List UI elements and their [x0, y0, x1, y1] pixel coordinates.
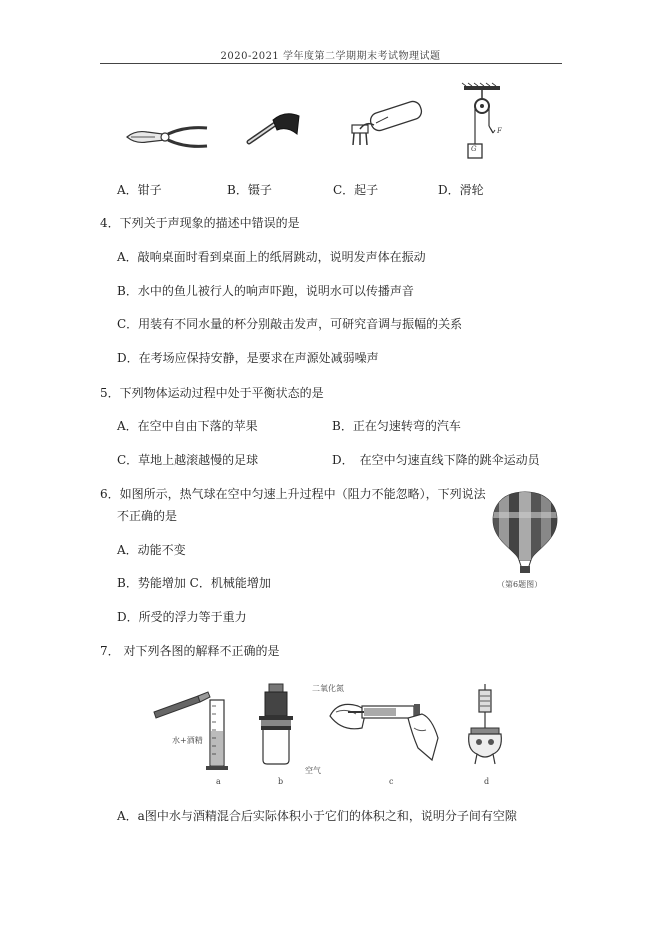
page-header: 2020-2021 学年度第二学期期末考试物理试题: [220, 51, 441, 62]
q3-option-c: C．起子: [333, 183, 379, 197]
q4-option-b: B．水中的鱼儿被行人的响声吓跑，说明水可以传播声音: [117, 284, 414, 298]
graduated-cylinder-figure: [150, 686, 235, 776]
fig-label-a: a: [216, 777, 221, 786]
pliers-icon: [125, 122, 210, 152]
syringe-hands-figure: [328, 688, 443, 763]
header-divider: [100, 63, 562, 64]
q4-option-c: C．用装有不同水量的杯分别敲击发声，可研究音调与振幅的关系: [117, 317, 463, 331]
fig-a-water-alcohol-label: 水+酒精: [172, 736, 203, 745]
bottle-opener-icon: [348, 105, 423, 150]
q6-option-a: A．动能不变: [117, 543, 186, 557]
q5-option-b: B．正在匀速转弯的汽车: [332, 419, 461, 433]
q3-option-a: A．钳子: [117, 183, 162, 197]
q4-option-d: D．在考场应保持安静，是要求在声源处减弱噪声: [117, 351, 379, 365]
q6-option-d: D．所受的浮力等于重力: [117, 610, 247, 624]
pulley-weight-label: G: [471, 145, 477, 153]
fig-label-b: b: [278, 777, 284, 786]
q6-stem-line1: 6．如图所示，热气球在空中匀速上升过程中（阻力不能忽略），下列说法: [100, 487, 486, 501]
q7-stem: 7． 对下列各图的解释不正确的是: [100, 644, 280, 658]
q6-option-bc: B．势能增加 C．机械能增加: [117, 576, 271, 590]
q6-figure-caption: （第6题图）: [497, 580, 543, 589]
pulley-diagram: [460, 86, 510, 161]
tweezers-icon: [247, 110, 302, 150]
spring-scale-figure: [465, 684, 505, 774]
q6-stem-line2: 不正确的是: [117, 509, 178, 523]
gas-diffusion-jars-figure: [255, 684, 300, 774]
pulley-force-label: F: [497, 127, 502, 135]
fig-b-air-label: 空气: [305, 766, 321, 775]
fig-label-d: d: [484, 777, 490, 786]
hot-air-balloon-image: [485, 490, 565, 576]
q4-option-a: A．敲响桌面时看到桌面上的纸屑跳动，说明发声体在振动: [117, 250, 426, 264]
q5-option-c: C．草地上越滚越慢的足球: [117, 453, 259, 467]
q5-option-d: D． 在空中匀速直线下降的跳伞运动员: [332, 453, 540, 467]
fig-b-no2-label: 二氧化氮: [312, 684, 344, 693]
q7-option-a: A．a图中水与酒精混合后实际体积小于它们的体积之和，说明分子间有空隙: [117, 809, 517, 823]
fig-label-c: c: [389, 777, 394, 786]
q5-option-a: A．在空中自由下落的苹果: [117, 419, 258, 433]
q4-stem: 4．下列关于声现象的描述中错误的是: [100, 216, 300, 230]
q3-option-d: D．滑轮: [438, 183, 484, 197]
q3-option-b: B．镊子: [227, 183, 272, 197]
q5-stem: 5．下列物体运动过程中处于平衡状态的是: [100, 386, 324, 400]
